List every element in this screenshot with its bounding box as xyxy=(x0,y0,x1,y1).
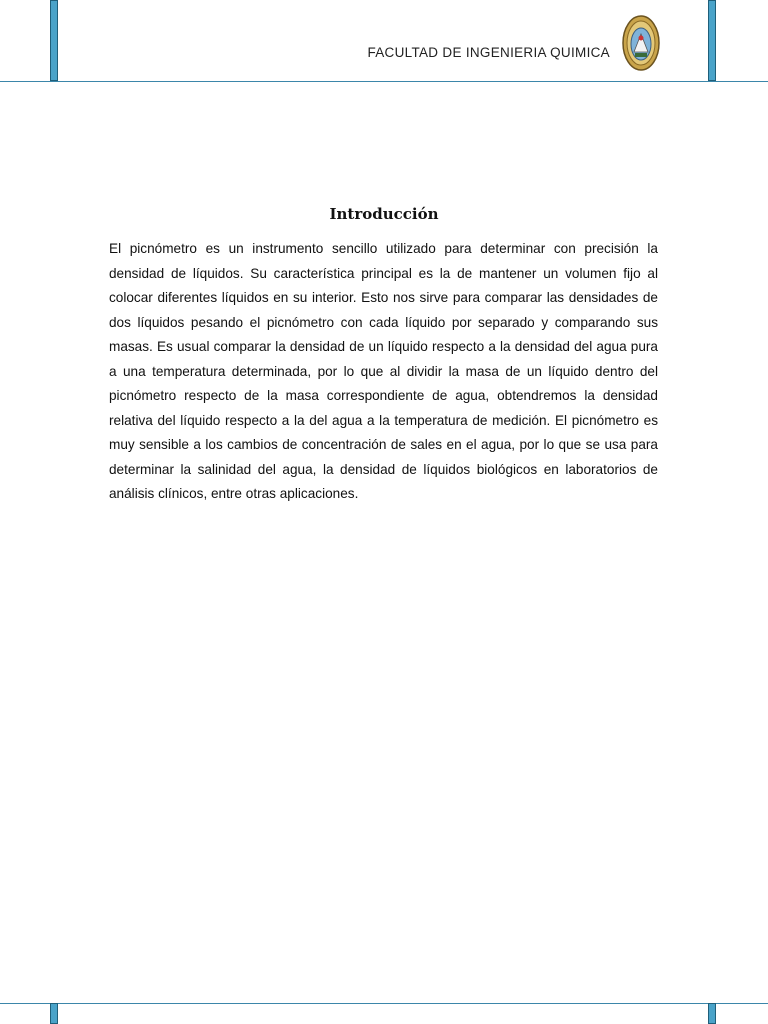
header-divider xyxy=(0,81,768,82)
university-seal-icon xyxy=(622,14,660,72)
intro-paragraph: El picnómetro es un instrumento sencillo utilizado para determinar con precisión la densidad de líquidos. Su característica principal es la de mantener un volumen fijo al colocar diferentes líquidos en su interior. Esto nos sirve para comparar las densidades de dos líquidos pesando el picnómetro con cada líquido por separado y comparando sus masas. Es usual comparar la densidad de un líquido respecto a la densidad del agua pura a una temperatura determinada, por lo que al dividir la masa de un líquido dentro del picnómetro respecto de la masa correspondiente de agua, obtendremos la densidad relativa del líquido respecto a la del agua a la temperatura de medición. El picnómetro es muy sensible a los cambios de concentración de sales en el agua, por lo que se usa para determinar la salinidad del agua, la densidad de líquidos biológicos en laboratorios de análisis clínicos, entre otras aplicaciones. xyxy=(109,241,658,501)
right-top-bar xyxy=(708,0,716,81)
page-title: Introducción xyxy=(329,205,439,223)
left-bottom-bar xyxy=(50,1003,58,1024)
footer-divider xyxy=(0,1003,768,1004)
left-top-bar xyxy=(50,0,58,81)
header-faculty: FACULTAD DE INGENIERIA QUIMICA xyxy=(367,45,610,60)
right-bottom-bar xyxy=(708,1003,716,1024)
